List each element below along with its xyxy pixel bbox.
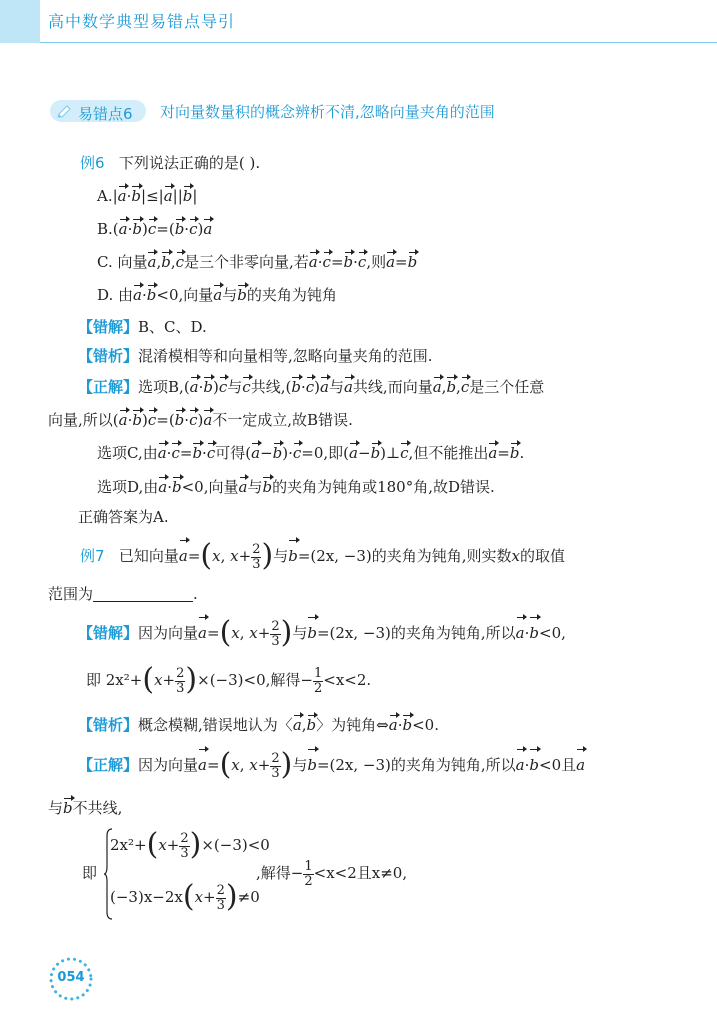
ex7-wrong-1b: 与 xyxy=(292,624,308,642)
ex7-analysis: 【错析】概念模糊,错误地认为〈a,b〉为钝角⇔a·b<0. xyxy=(78,716,439,734)
sys-1b: ×(−3)<0 xyxy=(201,836,270,854)
option-c-then: ,则 xyxy=(366,253,387,271)
ex7-wrong-line1: 【错解】因为向量a=(x, x+ $\frac{2}{3}$ )与b=(2x, −3)的夹角为钝角,所以a·b<0, xyxy=(78,615,566,650)
option-c-prefix: C. 向量 xyxy=(97,253,148,271)
ex7-wrong-1c: =(2x, −3)的夹角为钝角,所以 xyxy=(316,624,516,642)
ex7-analysis-tag: 【错析】 xyxy=(78,716,139,734)
ex7-correct-line1: 【正解】因为向量a=(x, x+ $\frac{2}{3}$ )与b=(2x, −3)的夹角为钝角,所以a·b<0且a xyxy=(78,747,586,782)
correct-4d: 的夹角为钝角或180°角,故D错误. xyxy=(272,478,495,496)
header-divider xyxy=(40,42,717,43)
option-a-prefix: A. xyxy=(97,187,113,205)
section-title: 对向量数量积的概念辨析不清,忽略向量夹角的范围 xyxy=(160,103,495,121)
system-prefix: 即 xyxy=(82,864,98,882)
correct-3d: ,但不能推出 xyxy=(408,444,489,462)
analysis-tag: 【错析】 xyxy=(78,347,139,365)
correct-1d: 与 xyxy=(328,378,344,396)
page-number: 054 xyxy=(57,970,85,985)
ex6-correct-line4: 选项D,由a·b<0,向量a与b的夹角为钝角或180°角,故D错误. xyxy=(97,478,495,496)
ex7-correct-2: 不共线, xyxy=(72,799,123,817)
ex7-wrong-line2: 即 2x²+(x+ $\frac{2}{3}$ )×(−3)<0,解得− $\frac{1}{2}$ <x<2. xyxy=(86,662,372,697)
system-row-1: 2x²+(x+ $\frac{2}{3}$ )×(−3)<0 xyxy=(110,827,270,862)
ex6-correct-line2: 向量,所以(a·b)c=(b·c)a不一定成立,故B错误. xyxy=(48,411,353,429)
ex6-wrong xyxy=(78,316,207,338)
ex6-question-text: 下列说法正确的是( ). xyxy=(118,154,261,172)
fraction-one-half: $\frac{1}{2}$ xyxy=(313,665,323,696)
correct-4b: <0,向量 xyxy=(181,478,239,496)
correct-tag: 【正解】 xyxy=(78,378,139,396)
ex7-correct-1a: 因为向量 xyxy=(138,756,199,774)
option-d-end: 的夹角为钝角 xyxy=(246,286,337,304)
ex7-q-2: 范围为 xyxy=(48,585,94,603)
correct-4a: 选项D,由 xyxy=(97,478,159,496)
ex7-correct-1b: 与 xyxy=(292,756,308,774)
option-d-prefix: D. 由 xyxy=(97,286,134,304)
ex7-correct-1d: <0且 xyxy=(539,756,577,774)
ex7-correct-line2: 与b不共线, xyxy=(48,799,123,817)
ex6-correct-line1: 【正解】选项B,(a·b)c与c共线,(b·c)a与a共线,而向量a,b,c是三个任意 xyxy=(78,378,545,396)
ex7-q-1d: 的取值 xyxy=(519,547,565,565)
analysis-text: 混淆模相等和向量相等,忽略向量夹角的范围. xyxy=(138,347,433,365)
correct-3c: =0,即 xyxy=(301,444,344,462)
correct-3b: 可得 xyxy=(215,444,246,462)
fraction-two-thirds: $\frac{2}{3}$ xyxy=(180,830,189,861)
ex7-wrong-tag: 【错解】 xyxy=(78,624,139,642)
system-row-2: (−3)x−2x(x+ $\frac{2}{3}$ )≠0 xyxy=(110,879,260,914)
sys-2b: ≠0 xyxy=(237,888,260,906)
option-b-prefix: B. xyxy=(97,220,113,238)
section-badge-label: 易错点6 xyxy=(78,105,133,123)
fraction-two-thirds: $\frac{2}{3}$ xyxy=(271,618,280,649)
ex7-correct-tag: 【正解】 xyxy=(78,756,139,774)
ex7-label: 例7 xyxy=(80,547,105,565)
correct-1b: 与 xyxy=(227,378,243,396)
ex7-question-line2: 范围为 . xyxy=(48,585,198,603)
ex6-option-d: D. 由a·b<0,向量a与b的夹角为钝角 xyxy=(97,286,337,304)
ex7-correct-1c: =(2x, −3)的夹角为钝角,所以 xyxy=(316,756,516,774)
page-header xyxy=(0,0,717,43)
header-title: 高中数学典型易错点导引 xyxy=(48,12,236,31)
ex7-q-1c: =(2x, −3)的夹角为钝角,则实数 xyxy=(297,547,512,565)
ex6-option-a: A.|a·b|≤|a||b| xyxy=(97,187,198,205)
sys-end-a: ,解得− xyxy=(256,864,304,882)
page-number-badge xyxy=(48,956,94,1002)
correct-4c: 与 xyxy=(247,478,263,496)
pencil-icon xyxy=(56,104,72,120)
option-d-mid: <0,向量 xyxy=(156,286,214,304)
correct-1c: 共线, xyxy=(250,378,286,396)
correct-2b: 不一定成立,故B错误. xyxy=(212,411,353,429)
sys-end-b: <x<2且x≠0, xyxy=(313,864,408,882)
correct-1e: 共线,而向量 xyxy=(352,378,433,396)
fraction-two-thirds: $\frac{2}{3}$ xyxy=(252,541,261,572)
ex7-analysis-b: 为钝角⇔ xyxy=(331,716,389,734)
ex7-analysis-a: 概念模糊,错误地认为 xyxy=(138,716,278,734)
system-solution xyxy=(256,856,407,890)
ex7-q-1b: 与 xyxy=(273,547,289,565)
ex6-option-c: C. 向量a,b,c是三个非零向量,若a·c=b·c,则a=b xyxy=(97,253,418,271)
fraction-two-thirds: $\frac{2}{3}$ xyxy=(216,882,225,913)
correct-1f: 是三个任意 xyxy=(469,378,545,396)
fraction-two-thirds: $\frac{2}{3}$ xyxy=(271,750,280,781)
correct-3a: 选项C,由 xyxy=(97,444,158,462)
correct-2a: 向量,所以 xyxy=(48,411,113,429)
sys-1a: 2x²+ xyxy=(110,836,147,854)
option-d-with: 与 xyxy=(222,286,238,304)
fraction-one-half: $\frac{1}{2}$ xyxy=(304,858,313,889)
ex7-wrong-2c: <x<2. xyxy=(323,671,372,689)
wrong-tag: 【错解】 xyxy=(78,318,139,336)
ex6-question xyxy=(80,152,260,174)
wrong-text: B、C、D. xyxy=(138,318,207,336)
ex7-q-1a: 已知向量 xyxy=(118,547,179,565)
ex6-correct-line3: 选项C,由a·c=b·c可得(a−b)·c=0,即(a−b)⊥c,但不能推出a=b. xyxy=(97,444,525,462)
answer-blank[interactable] xyxy=(93,585,193,602)
fraction-two-thirds: $\frac{2}{3}$ xyxy=(176,665,185,696)
ex6-analysis xyxy=(78,345,433,367)
sys-2a: (−3)x−2x xyxy=(110,888,183,906)
correct-1a: 选项B, xyxy=(138,378,184,396)
ex7-wrong-1a: 因为向量 xyxy=(138,624,199,642)
header-accent-block xyxy=(0,0,40,43)
ex7-wrong-2b: ×(−3)<0,解得− xyxy=(197,671,313,689)
ex7-wrong-2a: 即 2x²+ xyxy=(86,671,143,689)
ex6-answer: 正确答案为A. xyxy=(78,508,169,526)
ex7-question-line1: 例7 已知向量a=(x, x+ $\frac{2}{3}$ )与b=(2x, −3)的夹角为钝角,则实数x的取值 xyxy=(80,538,565,573)
section-badge xyxy=(50,100,146,122)
ex6-label: 例6 xyxy=(80,154,105,172)
option-c-mid: 是三个非零向量,若 xyxy=(184,253,309,271)
ex6-option-b: B.(a·b)c=(b·c)a xyxy=(97,220,213,238)
